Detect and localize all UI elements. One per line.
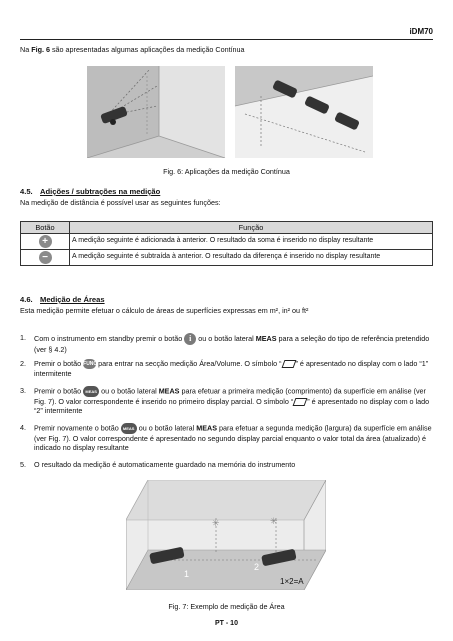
meas-button-icon: MEAS [121, 423, 137, 434]
fig6-caption: Fig. 6: Aplicações da medição Contínua [163, 167, 290, 176]
fig6-right-panel [235, 66, 373, 158]
area-symbol-icon [293, 398, 308, 406]
fig7-formula: 1×2=A [280, 577, 304, 586]
svg-text:✳: ✳ [212, 519, 220, 529]
func-button-icon: FUNC [83, 361, 98, 368]
plus-icon: + [39, 235, 52, 248]
intro-paragraph: Na Fig. 6 são apresentadas algumas aplicações da medição Contínua [20, 45, 245, 54]
table-row [21, 234, 433, 250]
fig6-left-panel [87, 66, 225, 158]
functions-table [20, 221, 433, 266]
col-header-button: Botão [21, 222, 70, 234]
row-text: A medição seguinte é subtraída à anterior. O resultado da diferença é inserido no display resultante [70, 250, 433, 266]
section-45-text: Na medição de distância é possível usar as seguintes funções: [20, 198, 221, 207]
minus-icon: − [39, 251, 52, 264]
fig7-caption: Fig. 7: Exemplo de medição de Área [168, 602, 285, 611]
section-46-text: Esta medição permite efetuar o cálculo de áreas de superfícies expressas em m², in² ou ft² [20, 306, 309, 315]
fig7-label-1: 1 [184, 569, 190, 579]
table-row [21, 250, 433, 266]
section-45-heading: 4.5. Adições / subtrações na medição [20, 187, 161, 196]
fig6-illustration [87, 66, 373, 158]
steps-list: 1. Com o instrumento em standby premir o botão i ou o botão lateral MEAS para a seleção do tipo de referência pretendido (ver § 4.2) 2. Premir o botão FUNC para entrar na secção medição Área/Volume. O símbolo “ ” é apresentado no display com o lado “1” intermitente 3. Premir o botão MEAS ou o botão lateral MEAS para efetuar a primeira medição (comprimento) da superfície em análise (ver Fig. 7). O valor correspondente é inserido no primeiro display parcial. O símbolo “ ” é apresentado no display com o lado “2” intermitente 4. Premir novamente o botão MEAS ou o botão lateral MEAS para efetuar a segunda medição (largura) da superfície em análise (ver Fig. 7). O valor correspondente é apresentado no segundo display parcial enquanto o valor total da área (atualizado) é indicado no display resultante 5. O resultado da medição é automaticamente guardado na memória do instrumento [20, 333, 432, 469]
page-number: PT - 10 [215, 620, 238, 627]
fig7-illustration [126, 480, 326, 590]
header-rule [20, 39, 433, 40]
section-46-heading: 4.6. Medição de Áreas [20, 295, 105, 304]
row-text: A medição seguinte é adicionada à anterior. O resultado da soma é inserido no display resultante [70, 234, 433, 250]
info-icon: i [184, 333, 196, 345]
area-symbol-icon [281, 360, 296, 368]
svg-text:✳: ✳ [270, 517, 278, 527]
fig7-label-2: 2 [254, 562, 260, 572]
col-header-function: Função [70, 222, 433, 234]
brand-label: iDM70 [409, 27, 433, 36]
meas-button-icon: MEAS [83, 386, 99, 397]
